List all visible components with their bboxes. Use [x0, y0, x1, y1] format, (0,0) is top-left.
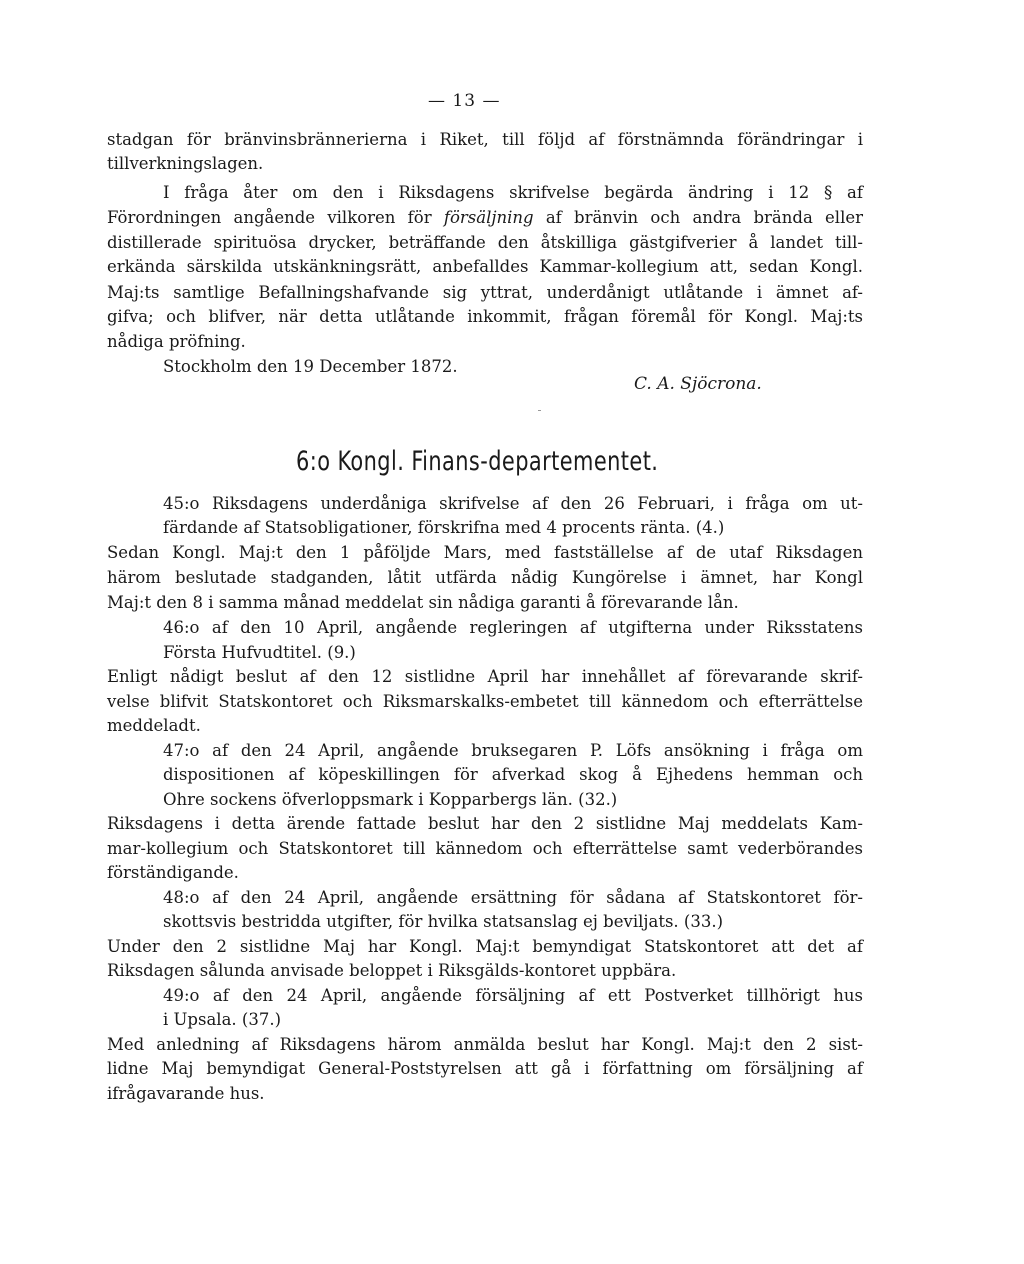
text-line: 49:o af den 24 April, angående försäljning af ett Postverket tillhörigt hus [163, 986, 863, 1005]
text-line: meddeladt. [107, 716, 201, 735]
italic-word: försäljning [443, 208, 534, 227]
text-line: I fråga åter om den i Riksdagens skrifvelse begärda ändring i 12 § af [163, 183, 863, 202]
section-heading: 6:o Kongl. Finans-departementet. [296, 446, 659, 477]
text-line: härom beslutade stadganden, låtit utfärda nådig Kungörelse i ämnet, har Kongl [107, 568, 863, 587]
text-line: 46:o af den 10 April, angående regleringen af utgifterna under Riksstatens [163, 618, 863, 637]
text-line: Sedan Kongl. Maj:t den 1 påföljde Mars, med fastställelse af de utaf Riksdagen [107, 543, 863, 562]
dateline: Stockholm den 19 December 1872. [163, 357, 458, 376]
text-line: färdande af Statsobligationer, förskrifna med 4 procents ränta. (4.) [163, 518, 725, 537]
text-line: velse blifvit Statskontoret och Riksmarskalks-embetet till kännedom och efterrättelse [107, 692, 863, 711]
text-line: stadgan för bränvinsbrännerierna i Riket, till följd af förstnämnda förändringar i [107, 130, 863, 149]
page-number: — 13 — [428, 91, 501, 111]
text-line: 47:o af den 24 April, angående bruksegaren P. Löfs ansökning i fråga om [163, 741, 863, 760]
text-line: Ohre sockens öfverloppsmark i Kopparbergs län. (32.) [163, 790, 618, 809]
text-line: tillverkningslagen. [107, 154, 264, 173]
text-line: skottsvis bestridda utgifter, för hvilka statsanslag ej beviljats. (33.) [163, 912, 724, 931]
text-line: lidne Maj bemyndigat General-Poststyrelsen att gå i författning om försäljning af [107, 1059, 863, 1078]
text-line: Enligt nådigt beslut af den 12 sistlidne April har innehållet af förevarande skrif- [107, 667, 863, 686]
text-line: Maj:ts samtlige Befallningshafvande sig yttrat, underdånigt utlåtande i ämnet af- [107, 283, 863, 302]
text-fragment: af bränvin och andra brända eller [545, 208, 864, 227]
text-line: erkända särskilda utskänkningsrätt, anbefalldes Kammar-kollegium att, sedan Kongl. [107, 257, 863, 276]
text-line: 48:o af den 24 April, angående ersättning för sådana af Statskontoret för- [163, 888, 863, 907]
text-line: Under den 2 sistlidne Maj har Kongl. Maj:t bemyndigat Statskontoret att det af [107, 937, 863, 956]
text-line [107, 206, 863, 230]
speck [538, 410, 541, 411]
text-line: distillerade spirituösa drycker, beträffande den åtskilliga gästgifverier å landet till- [107, 233, 863, 252]
signature: C. A. Sjöcrona. [634, 374, 762, 394]
text-line: Första Hufvudtitel. (9.) [163, 643, 356, 662]
text-line: Riksdagen sålunda anvisade beloppet i Riksgälds-kontoret uppbära. [107, 961, 677, 980]
text-fragment: Förordningen angående vilkoren för [107, 208, 444, 227]
text-line: dispositionen af köpeskillingen för afverkad skog å Ejhedens hemman och [163, 765, 863, 784]
text-line: förständigande. [107, 863, 239, 882]
text-line: nådiga pröfning. [107, 332, 246, 351]
text-line: i Upsala. (37.) [163, 1010, 282, 1029]
text-line: Med anledning af Riksdagens härom anmälda beslut har Kongl. Maj:t den 2 sist- [107, 1035, 863, 1054]
text-line: 45:o Riksdagens underdåniga skrifvelse af den 26 Februari, i fråga om ut- [163, 494, 863, 513]
text-line: Maj:t den 8 i samma månad meddelat sin nådiga garanti å förevarande lån. [107, 593, 739, 612]
text-line: Riksdagens i detta ärende fattade beslut har den 2 sistlidne Maj meddelats Kam- [107, 814, 863, 833]
text-line: gifva; och blifver, när detta utlåtande inkommit, frågan föremål för Kongl. Maj:ts [107, 307, 863, 326]
text-line: mar-kollegium och Statskontoret till kännedom och efterrättelse samt vederbörandes [107, 839, 863, 858]
text-line: ifrågavarande hus. [107, 1084, 265, 1103]
